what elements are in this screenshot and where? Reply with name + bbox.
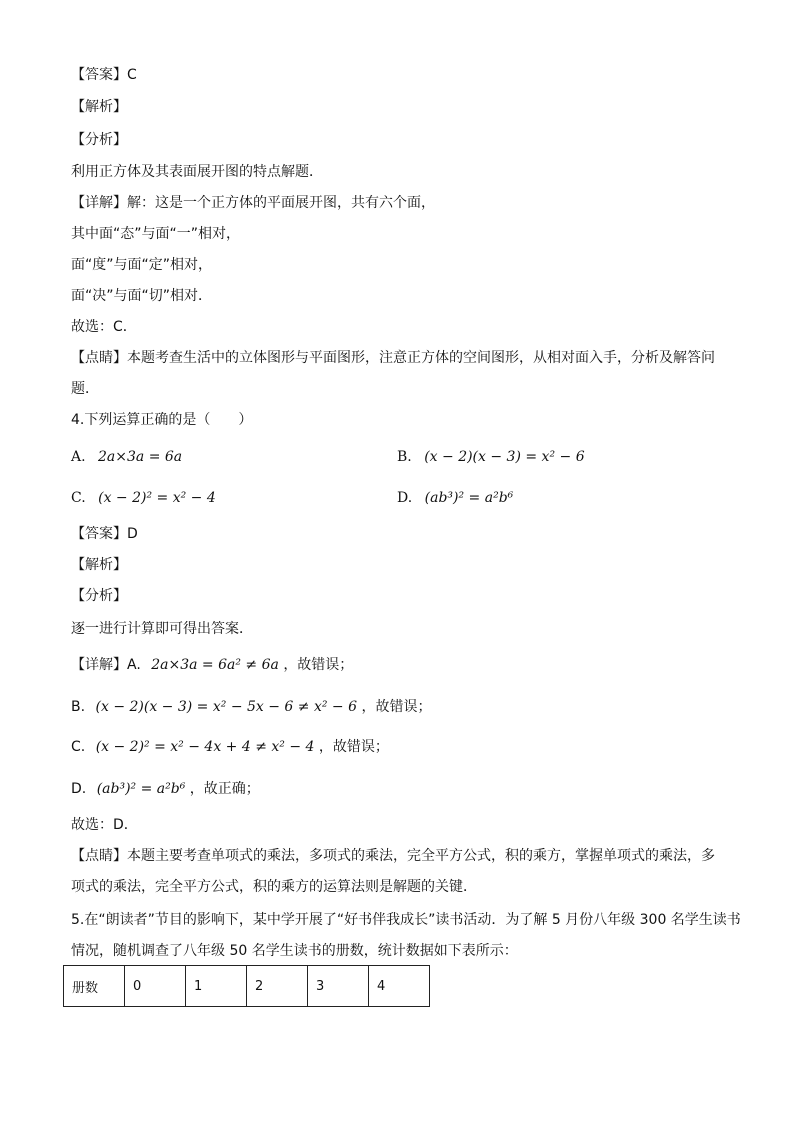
detail-a-prefix: 【详解】A.	[71, 657, 141, 673]
table-cell: 4	[369, 966, 430, 1007]
detail-b-expr: (x − 2)(x − 3) = x² − 5x − 6 ≠ x² − 6	[95, 699, 358, 715]
q5-stem-2: 情况，随机调查了八年级 50 名学生读书的册数，统计数据如下表所示：	[71, 943, 518, 959]
q3-choose: 故选：C．	[71, 319, 137, 335]
q4-option-d	[397, 488, 513, 508]
detail-c-expr: (x − 2)² = x² − 4x + 4 ≠ x² − 4	[95, 739, 315, 755]
option-b-label: B.	[397, 449, 412, 465]
q3-detail-4: 面“决”与面“切”相对．	[71, 288, 213, 304]
books-table	[63, 965, 430, 1007]
detail-d-prefix: D.	[71, 781, 87, 797]
detail-a-expr: 2a×3a = 6a² ≠ 6a	[151, 657, 279, 673]
q4-option-c	[71, 488, 216, 508]
q3-answer: 【答案】C	[71, 67, 137, 83]
detail-a-suffix: ，故错误；	[283, 657, 354, 673]
table-row	[64, 966, 430, 1007]
detail-c-prefix: C.	[71, 739, 86, 755]
table-cell: 3	[308, 966, 369, 1007]
q4-detail-d	[71, 779, 260, 799]
option-b-expr: (x − 2)(x − 3) = x² − 6	[424, 449, 585, 465]
option-d-label: D.	[397, 490, 413, 506]
option-c-expr: (x − 2)² = x² − 4	[98, 490, 216, 506]
q4-answer: 【答案】D	[71, 526, 138, 542]
detail-b-prefix: B.	[71, 699, 86, 715]
q3-detail-3: 面“度”与面“定”相对，	[71, 257, 213, 273]
option-d-expr: (ab³)² = a²b⁶	[424, 490, 514, 506]
q3-detail-1: 【详解】解：这是一个正方体的平面展开图，共有六个面，	[71, 195, 435, 211]
q4-comment-2: 项式的乘法，完全平方公式，积的乘方的运算法则是解题的关键．	[71, 879, 477, 895]
q3-comment-1: 【点睛】本题考查生活中的立体图形与平面图形，注意正方体的空间图形，从相对面入手，分析及解答问	[71, 350, 715, 366]
q4-detail-a	[71, 655, 353, 675]
option-a-expr: 2a×3a = 6a	[98, 449, 183, 465]
q5-stem-1: 5.在“朗读者”节目的影响下，某中学开展了“好书伴我成长”读书活动．为了解 5 月份八年级 300 名学生读书	[71, 912, 741, 928]
q3-analysis: 利用正方体及其表面展开图的特点解题．	[71, 164, 323, 180]
option-c-label: C.	[71, 490, 86, 506]
q4-fenxi-heading: 【分析】	[71, 588, 127, 604]
table-header-cell: 册数	[64, 966, 125, 1007]
q4-option-b	[397, 447, 585, 467]
q4-comment-1: 【点睛】本题主要考查单项式的乘法，多项式的乘法，完全平方公式，积的乘方，掌握单项式的乘法，多	[71, 848, 715, 864]
q4-stem: 4.下列运算正确的是（ ）	[71, 412, 253, 428]
detail-c-suffix: ，故错误；	[318, 739, 389, 755]
q4-jiexi-heading: 【解析】	[71, 557, 127, 573]
q3-comment-2: 题．	[71, 381, 99, 397]
q4-option-a	[71, 447, 182, 467]
q4-analysis: 逐一进行计算即可得出答案．	[71, 621, 253, 637]
detail-d-expr: (ab³)² = a²b⁶	[96, 781, 186, 797]
q4-choose: 故选：D．	[71, 817, 138, 833]
q3-detail-2: 其中面“态”与面“一”相对，	[71, 226, 241, 242]
q3-jiexi-heading: 【解析】	[71, 99, 127, 115]
detail-b-suffix: ，故错误；	[361, 699, 432, 715]
detail-d-suffix: ，故正确；	[189, 781, 260, 797]
option-a-label: A.	[71, 449, 86, 465]
table-cell: 2	[247, 966, 308, 1007]
q3-fenxi-heading: 【分析】	[71, 132, 127, 148]
table-cell: 1	[186, 966, 247, 1007]
table-cell: 0	[125, 966, 186, 1007]
q4-detail-b	[71, 697, 431, 717]
q4-detail-c	[71, 737, 389, 757]
